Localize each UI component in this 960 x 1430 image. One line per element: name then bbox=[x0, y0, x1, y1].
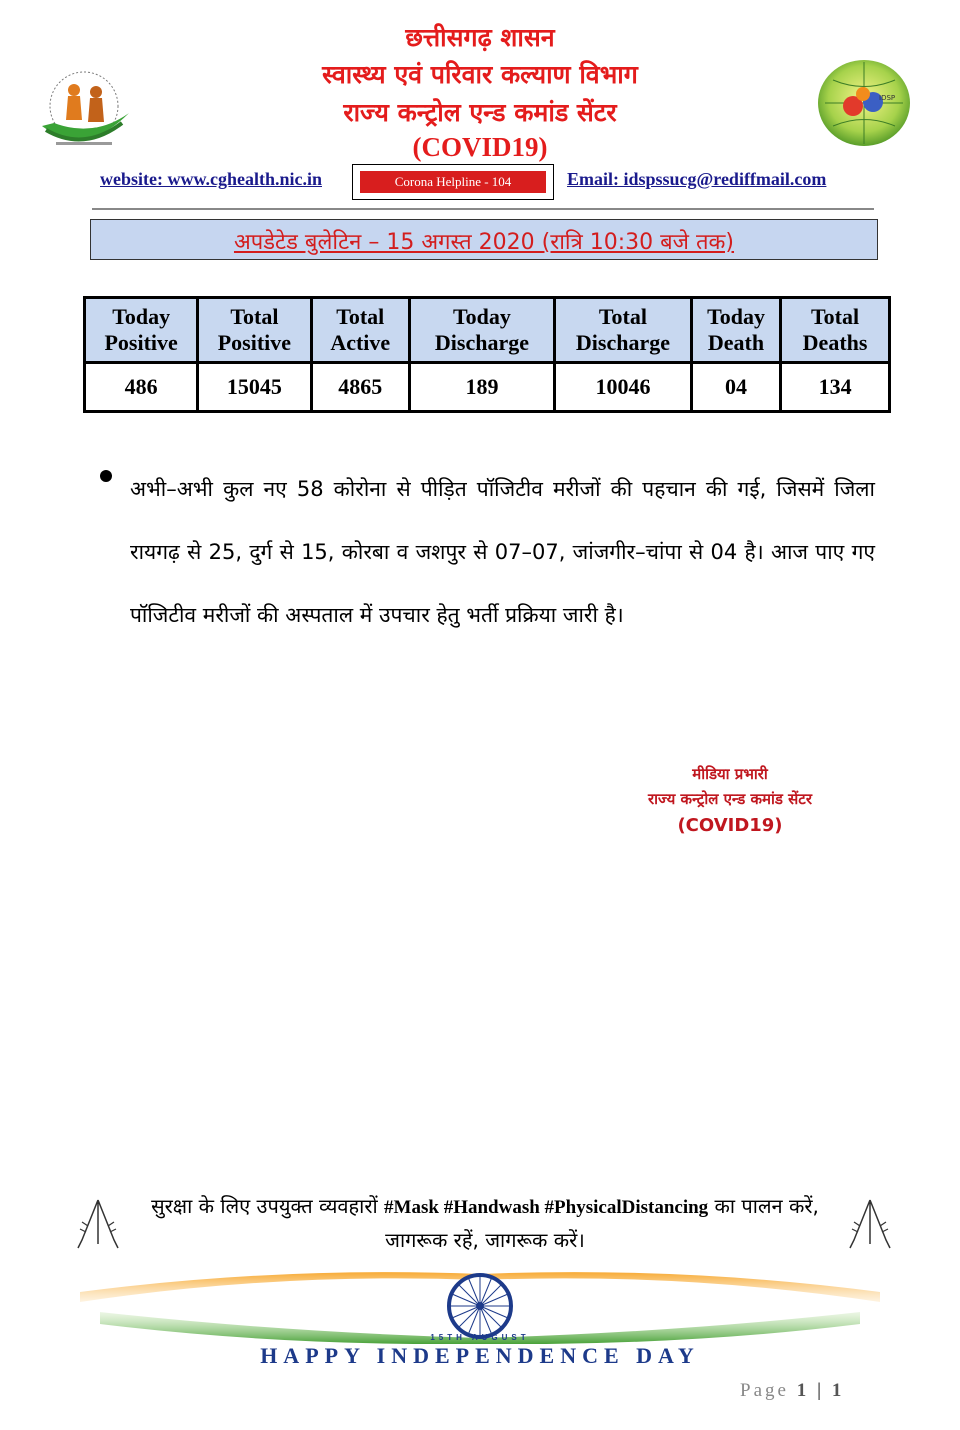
signature-title: मीडिया प्रभारी bbox=[692, 765, 768, 783]
page-number bbox=[740, 1380, 844, 1402]
header-total-deaths: Total Deaths bbox=[781, 298, 890, 363]
header-today-death: Today Death bbox=[691, 298, 780, 363]
value-today-death: 04 bbox=[691, 363, 780, 412]
safety-message-after: का पालन करें, जागरूक रहें, जागरूक करें। bbox=[385, 1194, 819, 1252]
value-total-discharge: 10046 bbox=[554, 363, 691, 412]
signature-office: राज्य कन्ट्रोल एन्ड कमांड सेंटर bbox=[648, 790, 812, 808]
website-link[interactable]: website: www.cghealth.nic.in bbox=[100, 169, 322, 189]
bulletin-title: अपडेटेड बुलेटिन – 15 अगस्त 2020 (रात्रि 10:30 बजे तक) bbox=[233, 230, 735, 255]
value-today-positive: 486 bbox=[85, 363, 198, 412]
header-total-positive: Total Positive bbox=[198, 298, 311, 363]
header-today-positive: Today Positive bbox=[85, 298, 198, 363]
svg-text:IDSP: IDSP bbox=[879, 94, 896, 102]
bullet-icon bbox=[100, 470, 112, 482]
header-total-discharge: Total Discharge bbox=[554, 298, 691, 363]
header-total-active: Total Active bbox=[311, 298, 409, 363]
header-today-discharge: Today Discharge bbox=[409, 298, 554, 363]
email-link[interactable]: Email: idspssucg@rediffmail.com bbox=[567, 169, 827, 189]
page-number-value: 1 | 1 bbox=[796, 1380, 845, 1401]
helpline-label: Corona Helpline - 104 bbox=[360, 171, 546, 193]
namaste-right-icon bbox=[848, 1196, 892, 1252]
namaste-left-icon bbox=[76, 1196, 120, 1252]
table-header-row bbox=[85, 298, 890, 363]
header-state-government: छत्तीसगढ़ शासन bbox=[405, 23, 555, 52]
bulletin-box bbox=[90, 219, 878, 260]
banner-date: 15TH AUGUST bbox=[430, 1333, 530, 1342]
value-total-deaths: 134 bbox=[781, 363, 890, 412]
helpline-box bbox=[352, 164, 554, 200]
header-covid19: (COVID19) bbox=[412, 132, 548, 162]
value-total-active: 4865 bbox=[311, 363, 409, 412]
value-today-discharge: 189 bbox=[409, 363, 554, 412]
signature-covid19: (COVID19) bbox=[677, 815, 783, 836]
safety-message-before: सुरक्षा के लिए उपयुक्त व्यवहारों bbox=[151, 1194, 378, 1218]
covid-stats-table bbox=[83, 296, 891, 413]
bulletin-paragraph: अभी–अभी कुल नए 58 कोरोना से पीड़ित पॉजिटीव मरीजों की पहचान की गई, जिसमें जिला रायगढ़ से 25, दुर्ग से 15, कोरबा व जशपुर से 07–07, जांजगीर–चांपा से 04 है। आज पाए गए पॉजिटीव मरीजों की अस्पताल में उपचार हेतु भर्ती प्रक्रिया जारी है। bbox=[130, 477, 875, 627]
page-number-label: Page bbox=[740, 1380, 789, 1401]
safety-hashtags: #Mask #Handwash #PhysicalDistancing bbox=[384, 1197, 709, 1218]
header-department: स्वास्थ्य एवं परिवार कल्याण विभाग bbox=[322, 60, 638, 89]
header-divider bbox=[92, 208, 874, 210]
table-row bbox=[85, 363, 890, 412]
value-total-positive: 15045 bbox=[198, 363, 311, 412]
banner-title: HAPPY INDEPENDENCE DAY bbox=[260, 1343, 700, 1368]
safety-message bbox=[120, 1190, 850, 1256]
header-control-center: राज्य कन्ट्रोल एन्ड कमांड सेंटर bbox=[343, 98, 617, 127]
